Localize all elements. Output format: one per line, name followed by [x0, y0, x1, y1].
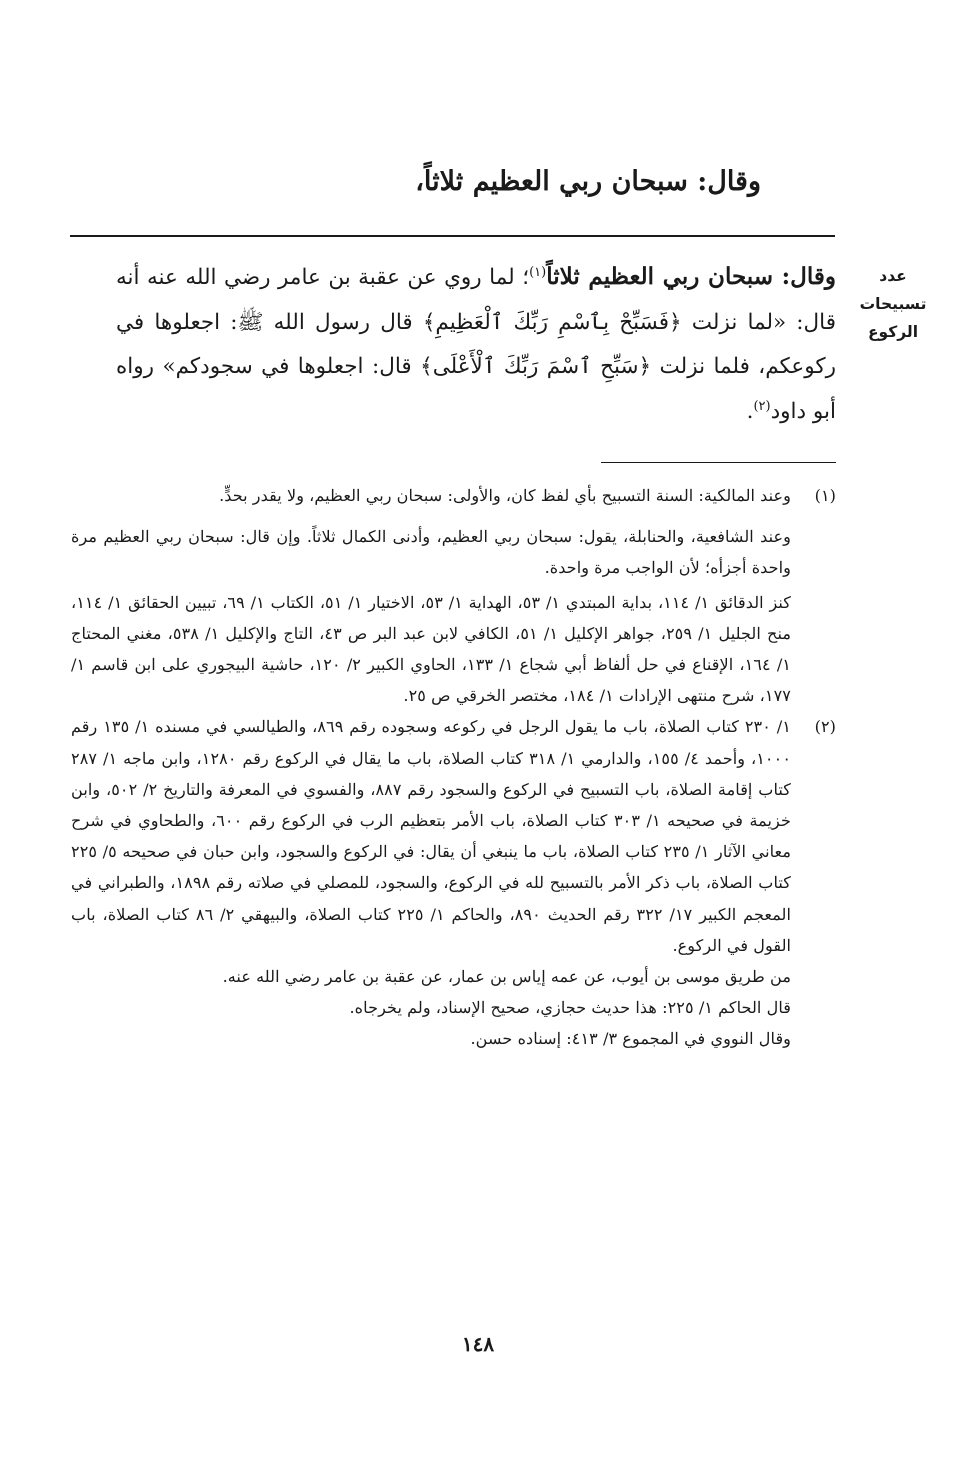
footnote-2-number: (٢)	[814, 717, 836, 737]
footnote-ref-2: (٢)	[753, 398, 771, 414]
footnote-2-p4: وقال النووي في المجموع ٣/ ٤١٣: إسناده حسن.	[470, 1029, 791, 1049]
footnotes	[71, 480, 836, 1055]
page-number: ١٤٨	[461, 1332, 495, 1356]
footnote-2-p3: قال الحاكم ١/ ٢٢٥: هذا حديث حجازي، صحيح الإسناد، ولم يخرجاه.	[349, 998, 791, 1018]
footnote-ref-1: (١)	[529, 264, 547, 280]
commentary-end: .	[746, 398, 754, 424]
footnote-1	[71, 480, 836, 711]
commentary-text: ؛ لما روي عن عقبة بن عامر رضي الله عنه أنه قال: «لما نزلت ﴿فَسَبِّحْ بِٱسْمِ رَبِّكَ ٱلْعَظِيمِ﴾ قال رسول الله ﷺ: اجعلوها في ركوعكم، فلما نزلت ﴿سَبِّحِ ٱسْمَ رَبِّكَ ٱلْأَعْلَى﴾ قال: اجعلوها في سجودكم» رواه أبو داود	[116, 265, 836, 424]
margin-note-line2: تسبيحات	[859, 295, 927, 313]
footnote-2	[71, 711, 836, 1054]
margin-note	[848, 262, 938, 346]
matn-text: وقال: سبحان ربي العظيم ثلاثاً،	[415, 166, 761, 197]
commentary-paragraph	[116, 255, 836, 434]
footnote-2-p2: من طريق موسى بن أيوب، عن عمه إياس بن عمار، عن عقبة بن عامر رضي الله عنه.	[222, 967, 791, 987]
matn-divider	[70, 235, 835, 237]
footnote-2-p1: ١/ ٢٣٠ كتاب الصلاة، باب ما يقول الرجل في ركوعه وسجوده رقم ٨٦٩، والطيالسي في مسنده ١/ ١٣٥ رقم ١٠٠٠، وأحمد ٤/ ١٥٥، والدارمي ١/ ٣١٨ كتاب الصلاة، باب ما يقال في الركوع رقم ١٢٨٠، وابن ماجه ١/ ٢٨٧ كتاب إقامة الصلاة، باب التسبيح في الركوع والسجود رقم ٨٨٧، والفسوي في المعرفة والتاريخ ٢/ ٥٠٢، وابن خزيمة في صحيحه ١/ ٣٠٣ كتاب الصلاة، باب الأمر بتعظيم الرب في الركوع رقم ٦٠٠، والطحاوي في شرح معاني الآثار ١/ ٢٣٥ كتاب الصلاة، باب ما ينبغي أن يقال: في الركوع والسجود، وابن حبان في صحيحه ٥/ ٢٢٥ كتاب الصلاة، باب ذكر الأمر بالتسبيح لله في الركوع، والسجود، للمصلي في صلاته رقم ١٨٩٨، والطبراني في المعجم الكبير ١٧/ ٣٢٢ رقم الحديث ٨٩٠، والحاكم ١/ ٢٢٥ كتاب الصلاة، والبيهقي ٢/ ٨٦ كتاب الصلاة، باب القول في الركوع.	[71, 717, 792, 955]
matn-heading	[201, 160, 761, 204]
footnote-1-number: (١)	[814, 486, 836, 505]
footnote-1-p2: وعند الشافعية، والحنابلة، يقول: سبحان ربي العظيم، وأدنى الكمال ثلاثاً. وإن قال: سبحان ربي العظيم مرة واحدة أجزأه؛ لأن الواجب مرة واحدة.	[71, 527, 791, 578]
footnote-1-p3: كنز الدقائق ١/ ١١٤، بداية المبتدي ١/ ٥٣، الهداية ١/ ٥٣، الاختيار ١/ ٥١، الكتاب ١/ ٦٩، تبيين الحقائق ١/ ١١٤، منح الجليل ١/ ٢٥٩، جواهر الإكليل ١/ ٥١، الكافي لابن عبد البر ص ٤٣، التاج والإكليل ١/ ٥٣٨، مغني المحتاج ١/ ١٦٤، الإقناع في حل ألفاظ أبي شجاع ١/ ١٣٣، الحاوي الكبير ٢/ ١٢٠، حاشية البيجوري على ابن قاسم ١/ ١٧٧، شرح منتهى الإرادات ١/ ١٨٤، مختصر الخرقي ص ٢٥.	[71, 592, 792, 706]
commentary-lead: وقال: سبحان ربي العظيم ثلاثاً	[546, 263, 836, 290]
footnote-divider	[601, 462, 836, 463]
margin-note-line3: الركوع	[867, 323, 919, 341]
footnote-1-p1: وعند المالكية: السنة التسبيح بأي لفظ كان، والأولى: سبحان ربي العظيم، ولا يقدر بحدٍّ.	[219, 486, 791, 505]
margin-note-line1: عدد	[879, 267, 907, 285]
